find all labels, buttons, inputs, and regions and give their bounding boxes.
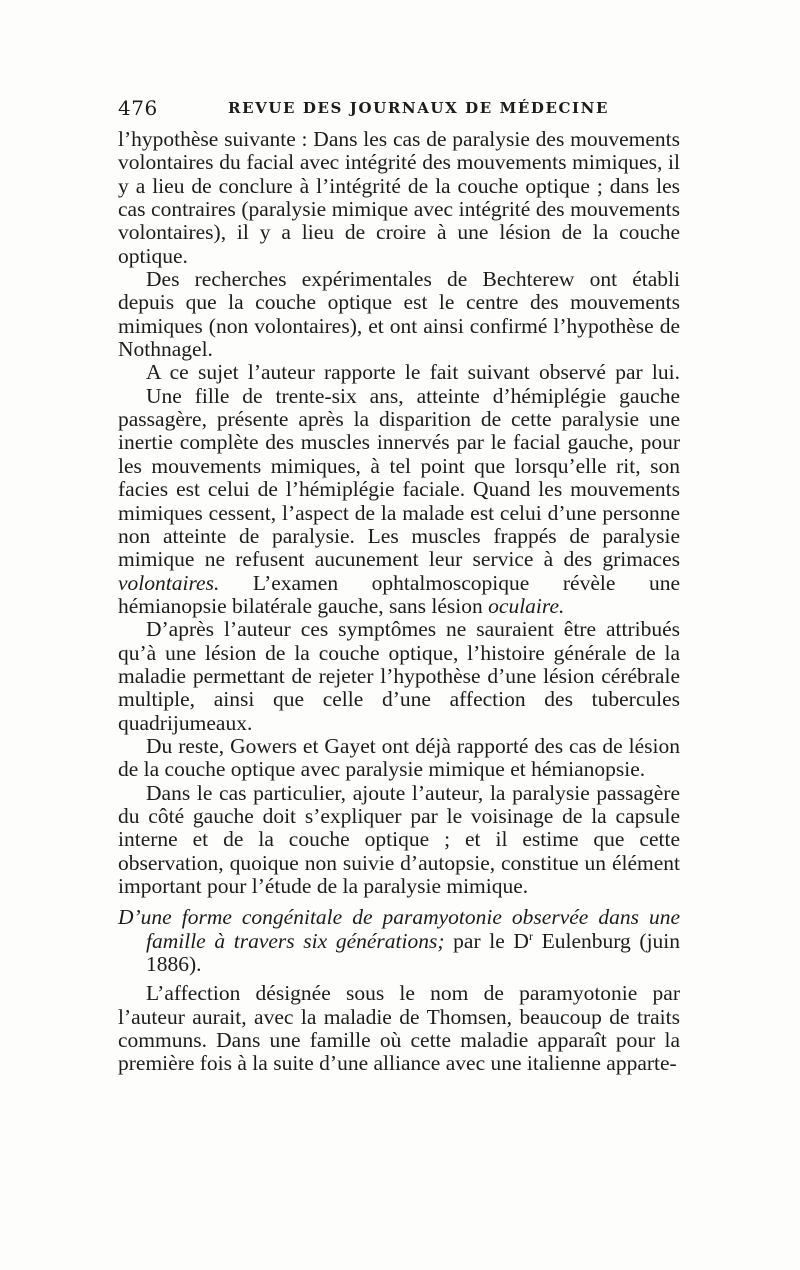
article-title bbox=[118, 906, 680, 976]
paragraph-4 bbox=[118, 385, 680, 618]
page-header bbox=[118, 96, 678, 122]
paragraph-4-text-b: L’examen ophtalmoscopique révèle une hémianopsie bilatérale gauche, sans lésion bbox=[118, 570, 680, 618]
running-head: REVUE DES JOURNAUX DE MÉDECINE bbox=[228, 99, 610, 117]
paragraph-8: L’affection désignée sous le nom de paramyotonie par l’auteur aurait, avec la maladie de Thomsen, beaucoup de traits communs. Dans une famille où cette maladie apparaît pour la première fois à la suite d’une alliance avec une italienne apparte- bbox=[118, 981, 680, 1076]
paragraph-1: l’hypothèse suivante : Dans les cas de paralysie des mouvements volontaires du facial avec intégrité des mouvements mimiques, il y a lieu de conclure à l’intégrité de la couche optique ; dans les cas contraires (paralysie mimique avec intégrité des mouvements volontaires), il y a lieu de croire à une lésion de la couche optique. bbox=[118, 127, 680, 268]
paragraph-3: A ce sujet l’auteur rapporte le fait suivant observé par lui. bbox=[146, 360, 680, 385]
paragraph-5: D’après l’auteur ces symptômes ne sauraient être attribués qu’à une lésion de la couche optique, l’histoire générale de la maladie permettant de rejeter l’hypothèse d’une lésion cérébrale multiple, ainsi que celle d’une affection des tubercules quadrijumeaux. bbox=[118, 617, 680, 735]
paragraph-2: Des recherches expérimentales de Bechterew ont établi depuis que la couche optique est le centre des mouvements mimiques (non volontaires), et ont ainsi confirmé l’hypothèse de Nothnagel. bbox=[118, 267, 680, 362]
paragraph-6: Du reste, Gowers et Gayet ont déjà rapporté des cas de lésion de la couche optique avec paralysie mimique et hémianopsie. bbox=[118, 733, 680, 782]
body-text bbox=[118, 128, 680, 1076]
paragraph-4-italic-a: volontaires. bbox=[118, 570, 220, 595]
paragraph-4-italic-b: oculaire. bbox=[488, 593, 565, 618]
page-number: 476 bbox=[118, 96, 158, 120]
paragraph-7: Dans le cas particulier, ajoute l’auteur, la paralysie passagère du côté gauche doit s’expliquer par le voisinage de la capsule interne et de la couche optique ; et il estime que cette observation, quoique non suivie d’autopsie, constitue un élément important pour l’étude de la paralysie mimique. bbox=[118, 780, 680, 898]
article-title-author: Eulenburg (juin 1886). bbox=[146, 928, 681, 977]
article-title-sup: r bbox=[528, 928, 533, 943]
article-title-italic: D’une forme congénitale de paramyotonie observée dans une famille à travers six générations; bbox=[118, 905, 680, 953]
article-title-by: par le D bbox=[453, 928, 529, 953]
paragraph-4-text-a: Une fille de trente-six ans, atteinte d’hémiplégie gauche passagère, présente après la disparition de cette paralysie une inertie complète des muscles innervés par le facial gauche, pour les mouvements mimiques, à tel point que lorsqu’elle rit, son facies est celui de l’hémiplégie faciale. Quand les mouvements mimiques cessent, l’aspect de la malade est celui d’une personne non atteinte de paralysie. Les muscles frappés de paralysie mimique ne refusent aucunement leur service à des grimaces bbox=[118, 383, 680, 572]
